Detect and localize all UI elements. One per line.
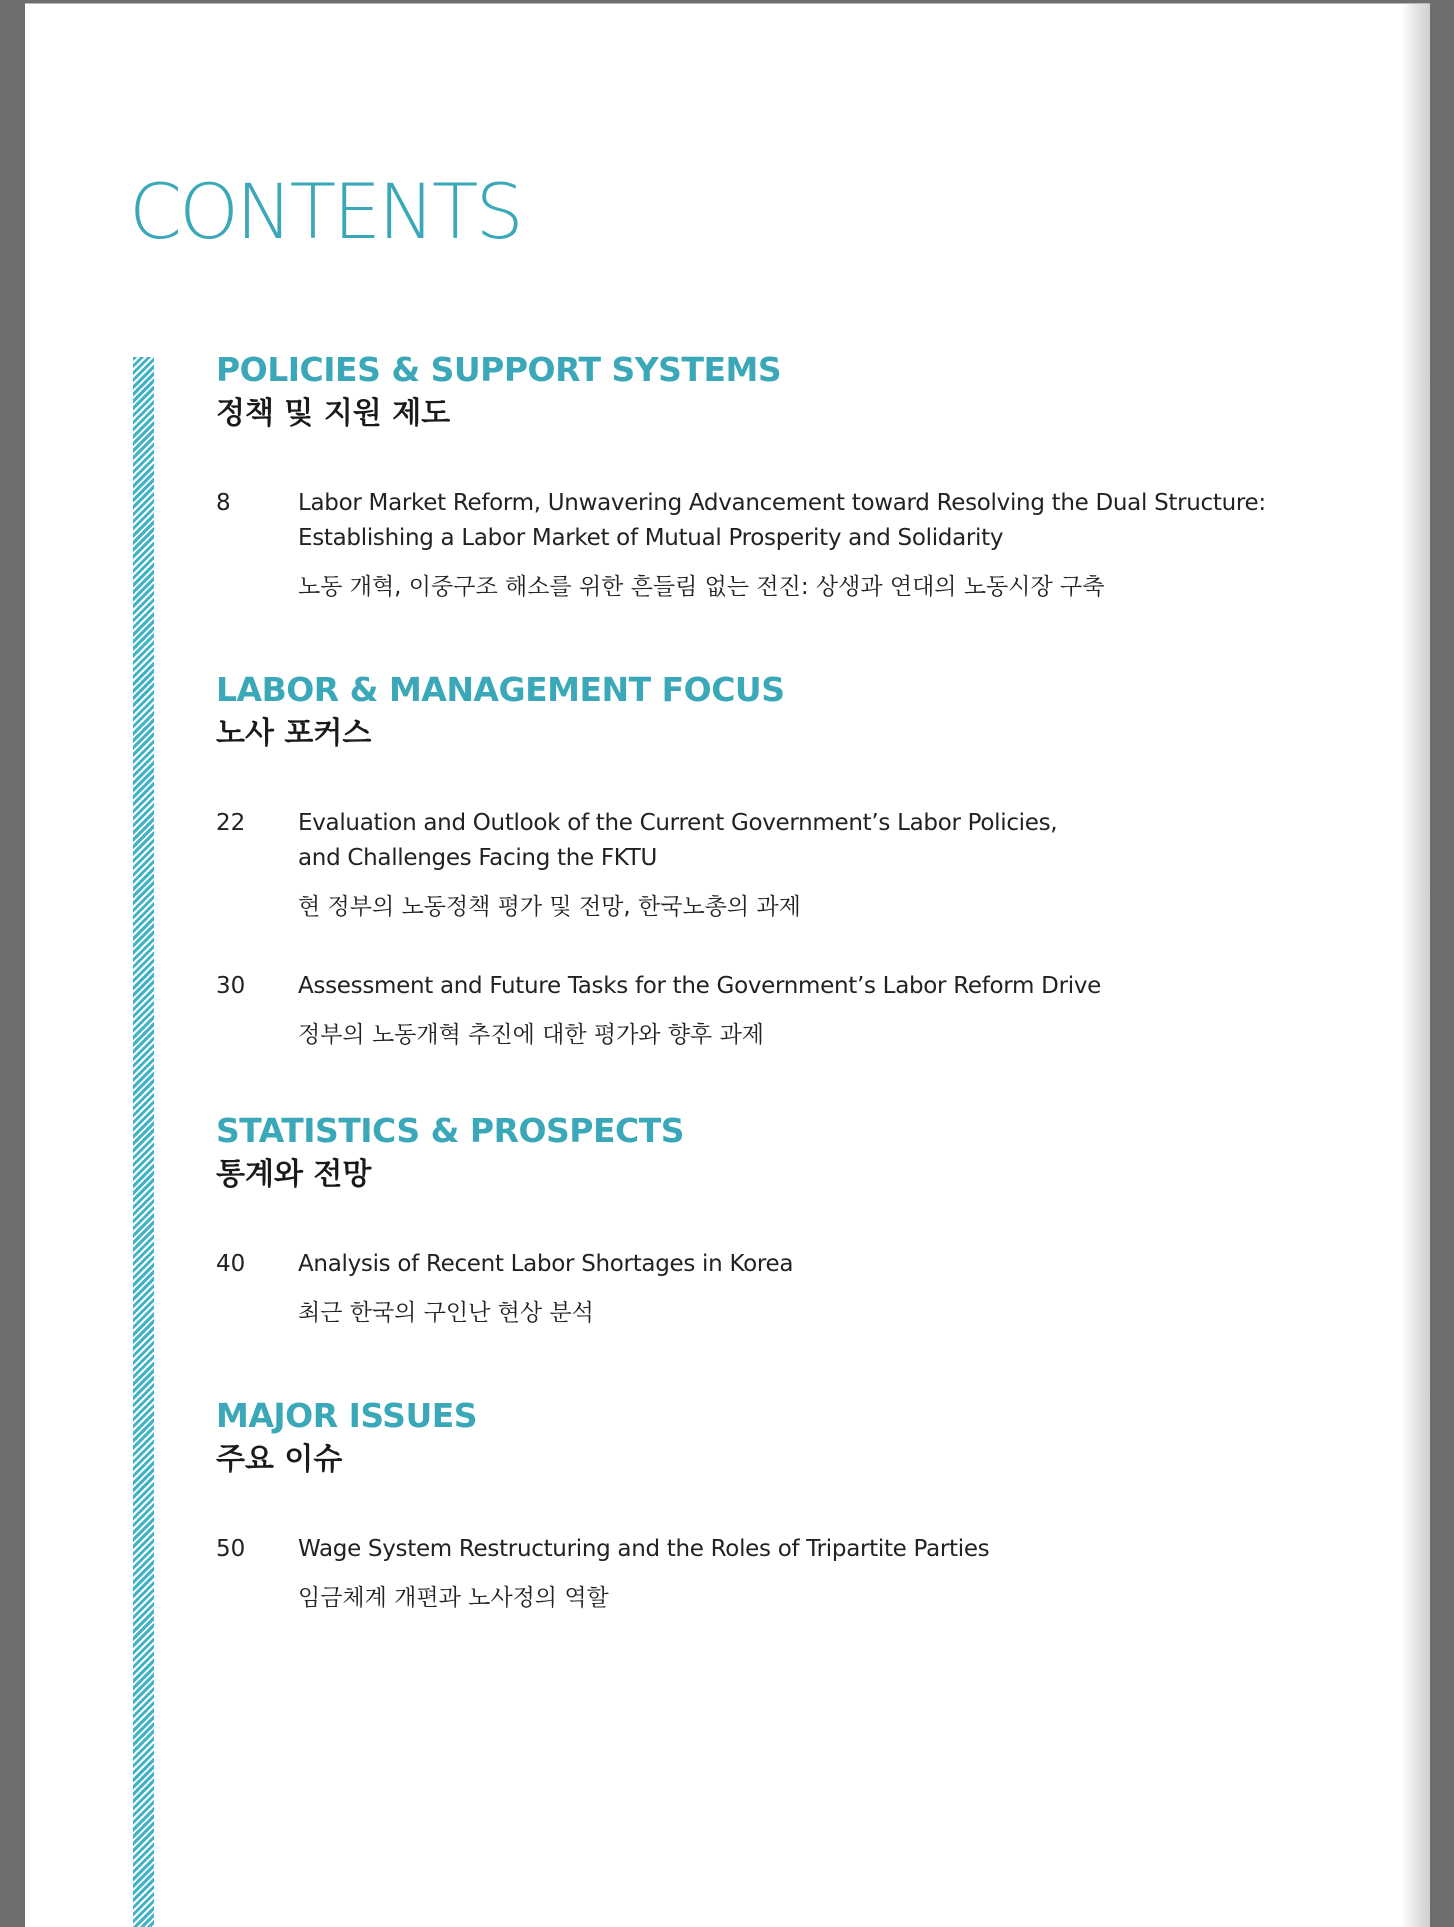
section-statistics-prospects bbox=[216, 1111, 1366, 1331]
entry-title-line: Labor Market Reform, Unwavering Advancement toward Resolving the Dual Structure: bbox=[298, 490, 1266, 516]
section-heading: POLICIES & SUPPORT SYSTEMS bbox=[216, 350, 782, 389]
entry-page-number: 22 bbox=[216, 810, 246, 836]
toc-entry[interactable] bbox=[216, 486, 1366, 605]
entry-title-line: Wage System Restructuring and the Roles of Tripartite Parties bbox=[298, 1536, 990, 1562]
entry-page-number: 40 bbox=[216, 1251, 246, 1277]
contents-page bbox=[25, 3, 1430, 1927]
section-korean-heading: 통계와 전망 bbox=[216, 1157, 372, 1192]
entry-korean-title: 현 정부의 노동정책 평가 및 전망, 한국노총의 과제 bbox=[298, 894, 801, 920]
toc-entry[interactable] bbox=[216, 1532, 1366, 1616]
entry-korean-title: 임금체계 개편과 노사정의 역할 bbox=[298, 1585, 609, 1611]
section-korean-heading: 노사 포커스 bbox=[216, 716, 372, 751]
entry-title-line: Evaluation and Outlook of the Current Government’s Labor Policies, bbox=[298, 810, 1058, 836]
page-edge-shadow bbox=[1402, 4, 1430, 1927]
section-korean-heading: 정책 및 지원 제도 bbox=[216, 396, 451, 431]
entry-title-line: Analysis of Recent Labor Shortages in Korea bbox=[298, 1251, 794, 1277]
entry-title-line: and Challenges Facing the FKTU bbox=[298, 845, 658, 871]
toc-entry[interactable] bbox=[216, 806, 1366, 925]
page-title: CONTENTS bbox=[129, 167, 521, 256]
entry-page-number: 30 bbox=[216, 973, 246, 999]
toc-entry[interactable] bbox=[216, 1247, 1366, 1331]
section-labor-management-focus bbox=[216, 670, 1366, 1053]
section-major-issues bbox=[216, 1396, 1366, 1616]
section-korean-heading: 주요 이슈 bbox=[216, 1442, 343, 1477]
entry-korean-title: 정부의 노동개혁 추진에 대한 평가와 향후 과제 bbox=[298, 1022, 765, 1048]
toc-entry[interactable] bbox=[216, 969, 1366, 1053]
decorative-stripe-bar bbox=[133, 357, 154, 1927]
section-policies-support-systems bbox=[216, 350, 1366, 605]
entry-title-line: Establishing a Labor Market of Mutual Prosperity and Solidarity bbox=[298, 525, 1004, 551]
entry-korean-title: 최근 한국의 구인난 현상 분석 bbox=[298, 1300, 594, 1326]
entry-page-number: 50 bbox=[216, 1536, 246, 1562]
entry-korean-title: 노동 개혁, 이중구조 해소를 위한 흔들림 없는 전진: 상생과 연대의 노동시장 구축 bbox=[298, 574, 1105, 600]
section-heading: LABOR & MANAGEMENT FOCUS bbox=[216, 670, 785, 709]
entry-title-line: Assessment and Future Tasks for the Government’s Labor Reform Drive bbox=[298, 973, 1101, 999]
entry-page-number: 8 bbox=[216, 490, 231, 516]
section-heading: STATISTICS & PROSPECTS bbox=[216, 1111, 685, 1150]
section-heading: MAJOR ISSUES bbox=[216, 1396, 478, 1435]
